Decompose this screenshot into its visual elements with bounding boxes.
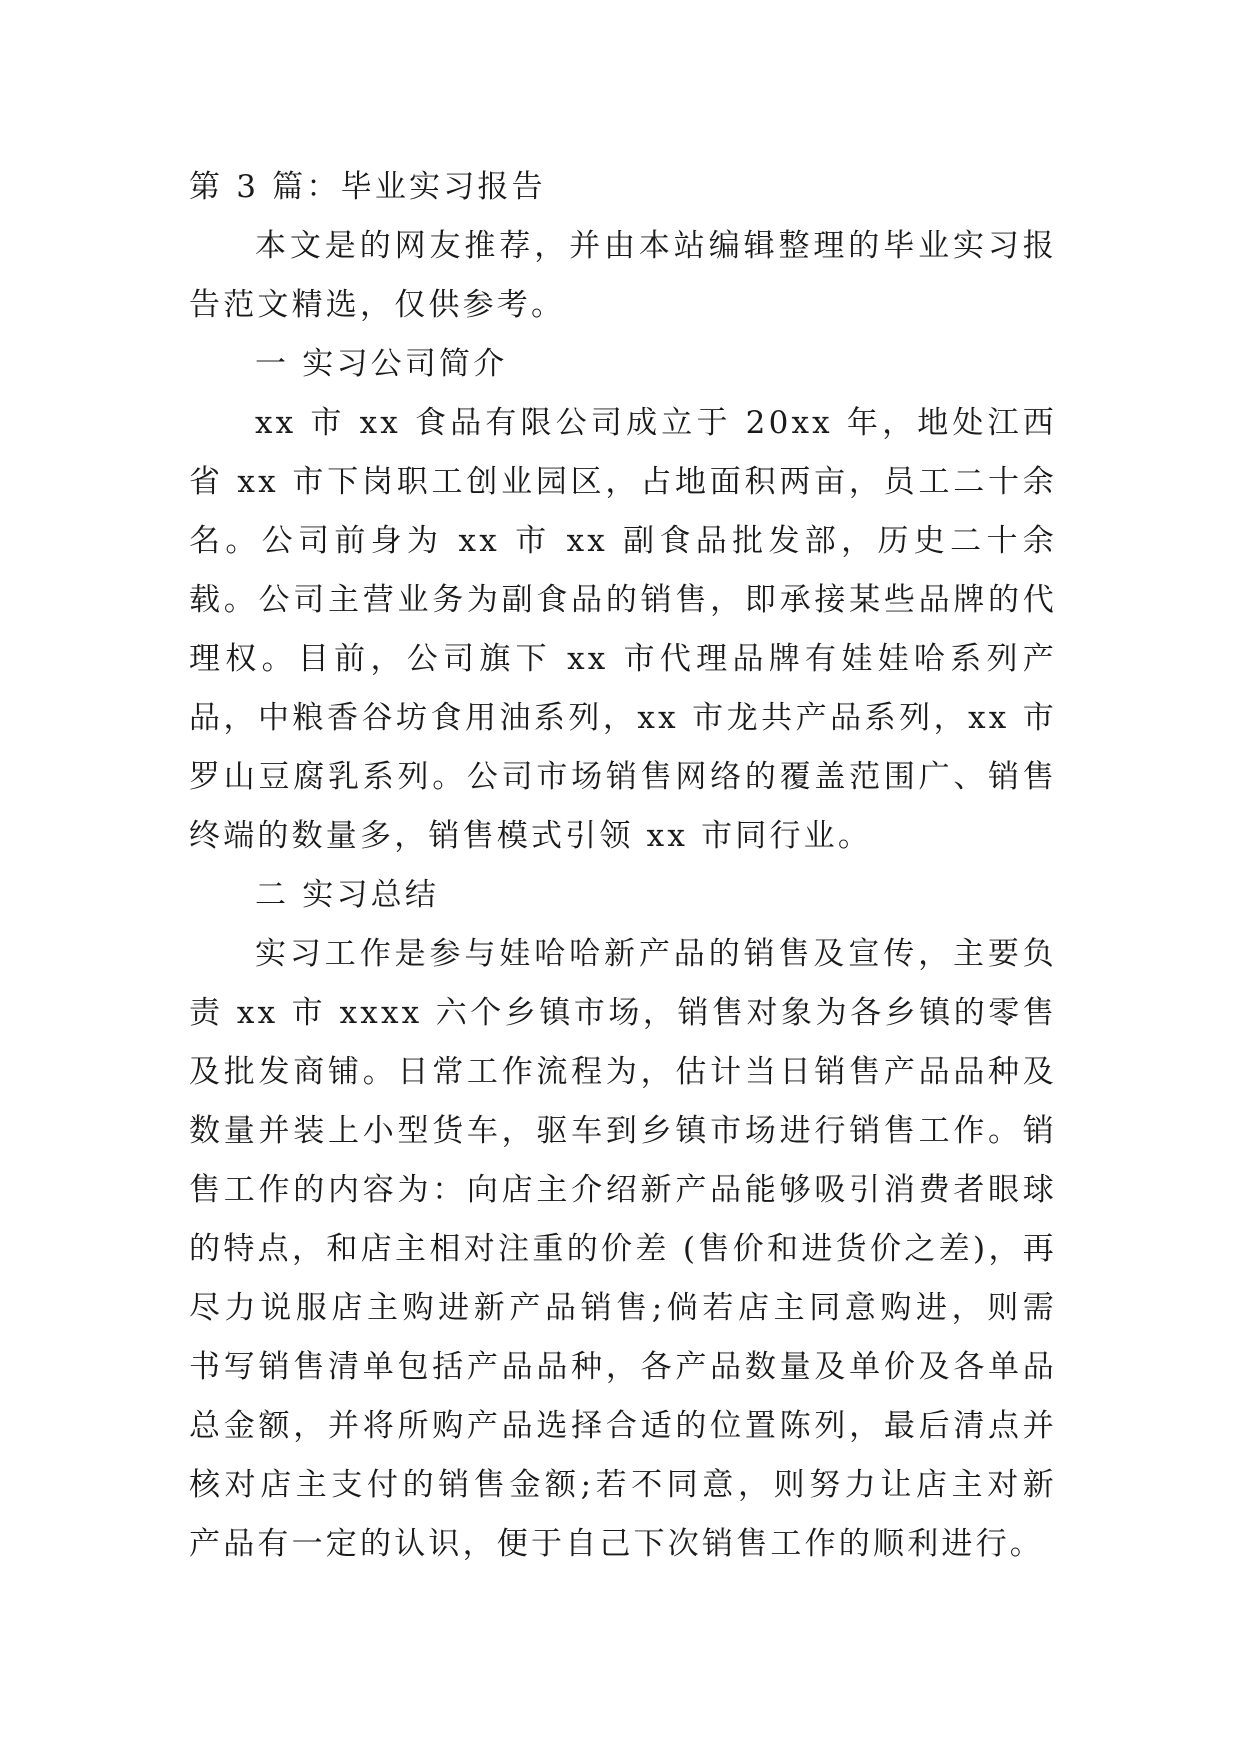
internship-summary-paragraph: 实习工作是参与娃哈哈新产品的销售及宣传，主要负责 xx 市 xxxx 六个乡镇市场，销售对象为各乡镇的零售及批发商铺。日常工作流程为，估计当日销售产品品种及数量并装上小型货车，驱车到乡镇市场进行销售工作。销售工作的内容为：向店主介绍新产品能够吸引消费者眼球的特点，和店主相对注重的价差 (售价和进货价之差)，再尽力说服店主购进新产品销售;倘若店主同意购进，则需书写销售清单包括产品品种，各产品数量及单价及各单品总金额，并将所购产品选择合适的位置陈列，最后清点并核对店主支付的销售金额;若不同意，则努力让店主对新产品有一定的认识，便于自己下次销售工作的顺利进行。 bbox=[189, 936, 1057, 1562]
intro-paragraph: 本文是的网友推荐，并由本站编辑整理的毕业实习报告范文精选，仅供参考。 bbox=[189, 228, 1057, 323]
document-title: 第 3 篇：毕业实习报告 bbox=[189, 169, 546, 205]
section-heading-company-intro: 一 实习公司简介 bbox=[255, 346, 508, 382]
document-body bbox=[189, 158, 1057, 1574]
company-intro-paragraph: xx 市 xx 食品有限公司成立于 20xx 年，地处江西省 xx 市下岗职工创业园区，占地面积两亩，员工二十余名。公司前身为 xx 市 xx 副食品批发部，历史二十余载。公司主营业务为副食品的销售，即承接某些品牌的代理权。目前，公司旗下 xx 市代理品牌有娃娃哈系列产品，中粮香谷坊食用油系列，xx 市龙共产品系列，xx 市罗山豆腐乳系列。公司市场销售网络的覆盖范围广、销售终端的数量多，销售模式引领 xx 市同行业。 bbox=[189, 405, 1057, 854]
section-heading-internship-summary: 二 实习总结 bbox=[255, 877, 440, 913]
